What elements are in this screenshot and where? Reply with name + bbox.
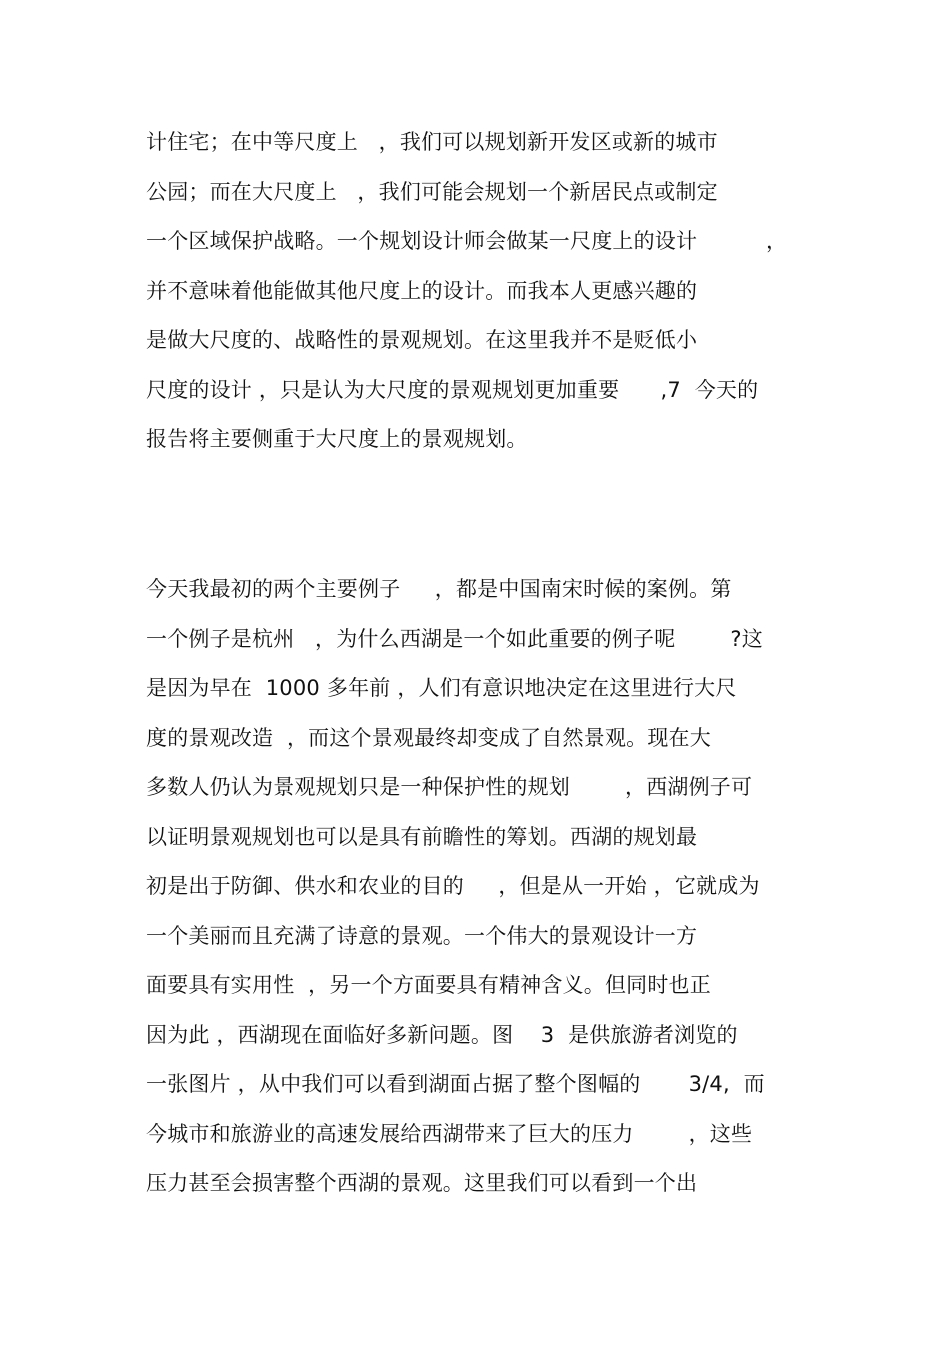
paragraph-1	[146, 127, 846, 474]
text-line: 压力甚至会损害整个西湖的景观。这里我们可以看到一个出	[146, 1171, 698, 1195]
text-line: 一个美丽而且充满了诗意的景观。一个伟大的景观设计一方	[146, 923, 698, 948]
text-line: 一个例子是杭州 ，为什么西湖是一个如此重要的例子呢 ?这	[146, 626, 763, 651]
text-line: 初是出于防御、供水和农业的目的 ，但是从一开始 ，它就成为	[146, 874, 760, 898]
text-line: 是做大尺度的、战略性的景观规划。在这里我并不是贬低小	[146, 328, 698, 352]
text-line: 以证明景观规划也可以是具有前瞻性的筹划。西湖的规划最	[146, 824, 698, 849]
text-line: 尺度的设计 ，只是认为大尺度的景观规划更加重要 ,7 今天的	[146, 377, 759, 402]
text-line: 今天我最初的两个主要例子 ，都是中国南宋时候的案例。第	[146, 577, 732, 601]
text-line: 多数人仍认为景观规划只是一种保护性的规划 ，西湖例子可	[146, 775, 753, 799]
text-line: 并不意味着他能做其他尺度上的设计。而我本人更感兴趣的	[146, 278, 698, 303]
paragraph-2	[146, 574, 846, 1218]
text-line: 面要具有实用性 ，另一个方面要具有精神含义。但同时也正	[146, 973, 711, 997]
text-line: 因为此 ，西湖现在面临好多新问题。图 3 是供旅游者浏览的	[146, 1022, 738, 1047]
text-line: 公园；而在大尺度上 ，我们可能会规划一个新居民点或制定	[146, 179, 718, 204]
text-line: 是因为早在 1000 多年前 ，人们有意识地决定在这里进行大尺	[146, 676, 737, 700]
text-line: 度的景观改造 ，而这个景观最终却变成了自然景观。现在大	[146, 725, 711, 750]
text-line: 报告将主要侧重于大尺度上的景观规划。	[146, 427, 528, 451]
text-line: 计住宅；在中等尺度上 ，我们可以规划新开发区或新的城市	[146, 130, 718, 154]
text-line: 一个区域保护战略。一个规划设计师会做某一尺度上的设计 ，	[146, 229, 788, 253]
text-line: 今城市和旅游业的高速发展给西湖带来了巨大的压力 ，这些	[146, 1121, 753, 1146]
text-line: 一张图片 ，从中我们可以看到湖面占据了整个图幅的 3/4, 而	[146, 1072, 765, 1096]
